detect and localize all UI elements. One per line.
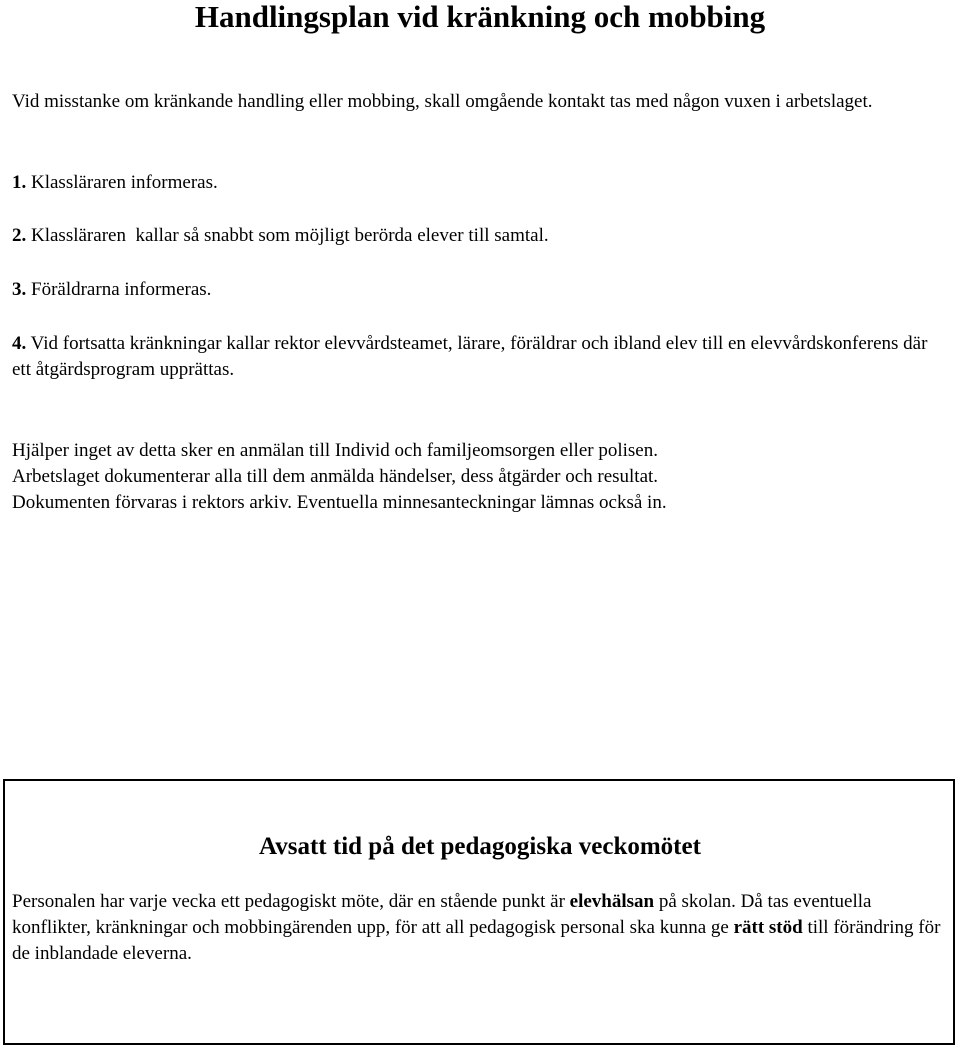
step-text: Föräldrarna informeras. [31,279,212,300]
step-text: Klassläraren kallar så snabbt som möjligt berörda elever till samtal. [31,225,549,246]
info-box-title: Avsatt tid på det pedagogiska veckomötet [259,833,701,860]
step-number: 4. [12,333,27,354]
info-box-text [12,889,942,967]
step-2 [12,223,932,249]
step-number: 1. [12,172,27,193]
follow-up-line: Hjälper inget av detta sker en anmälan till Individ och familjeomsorgen eller polisen. [12,440,658,461]
step-text: Klassläraren informeras. [31,172,218,193]
step-1 [12,170,932,196]
follow-up-paragraph [12,438,932,516]
follow-up-line: Arbetslaget dokumenterar alla till dem anmälda händelser, dess åtgärder och resultat. [12,466,659,487]
step-text: Vid fortsatta kränkningar kallar rektor elevvårdsteamet, lärare, föräldrar och ibland elev till en elevvårdskonferens där ett åtgärdsprogram upprättas. [12,333,928,380]
step-4 [12,331,942,383]
step-3 [12,277,932,303]
info-text-segment: till förändring för de inblandade eleverna. [12,917,941,964]
info-text-segment: Personalen har varje vecka ett pedagogiskt möte, där en stående punkt är [12,891,570,912]
intro-paragraph: Vid misstanke om kränkande handling eller mobbing, skall omgående kontakt tas med någon vuxen i arbetslaget. [12,91,873,112]
follow-up-line: Dokumenten förvaras i rektors arkiv. Eventuella minnesanteckningar lämnas också in. [12,492,667,513]
page-title: Handlingsplan vid kränkning och mobbing [194,0,766,34]
step-number: 2. [12,225,27,246]
info-text-bold: rätt stöd [733,917,803,938]
step-number: 3. [12,279,27,300]
info-text-bold: elevhälsan [569,891,655,912]
info-text-segment: på skolan. Då tas eventuella konflikter, kränkningar och mobbingärenden upp, för att all pedagogisk personal ska kunna ge [12,891,872,938]
